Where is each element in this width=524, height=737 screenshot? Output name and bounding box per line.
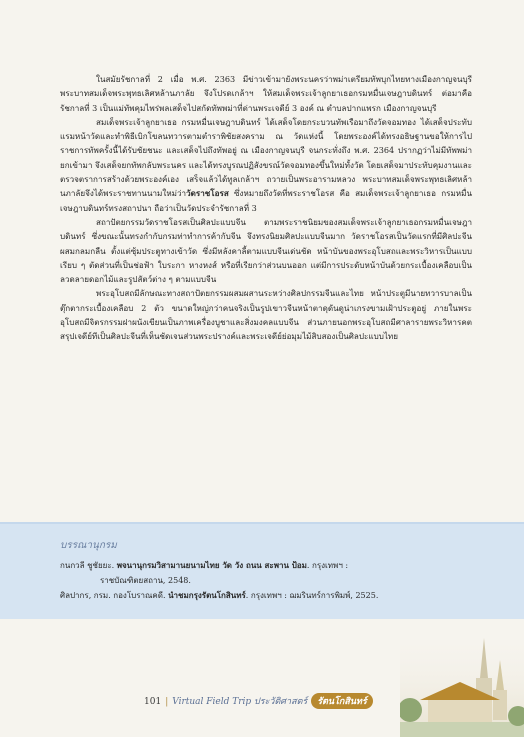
entry-author: กนกวลี ชูชัยยะ. bbox=[60, 561, 117, 570]
page-number: 101 bbox=[144, 697, 162, 707]
paragraph-2 bbox=[60, 115, 472, 215]
entry-title: นำชมกรุงรัตนโกสินทร์ bbox=[168, 590, 246, 600]
bibliography-entry-2 bbox=[60, 588, 472, 604]
series-title: Virtual Field Trip ประวัติศาสตร์ bbox=[172, 697, 308, 707]
paragraph-2-end: ซึ่งหมายถึงวัดที่พระราชโอรส คือ สมเด็จพระเจ้าลูกยาเธอ กรมหมื่นเจษฎาบดินทร์ทรงสถาปนา ถือว่าเป็นวัดประจำรัชกาลที่ 3 bbox=[60, 188, 472, 213]
page-footer bbox=[144, 693, 373, 709]
bibliography-entry-1 bbox=[60, 558, 472, 574]
bibliography-box bbox=[0, 522, 524, 619]
series-badge: รัตนโกสินทร์ bbox=[311, 693, 373, 709]
entry-author: ศิลปากร, กรม. กองโบราณคดี. bbox=[60, 591, 169, 600]
paragraph-4: พระอุโบสถมีลักษณะทางสถาปัตยกรรมผสมผสานระหว่างศิลปกรรมจีนและไทย หน้าประตูมีนายทวารบาลเป็นตุ๊กตากระเบื้องเคลือบ 2 ตัว ขนาดใหญ่กว่าคนจริงเป็นรูปเขาวจีนหน้าตาดุดันดูน่าเกรงขามเฝ้าประตูอยู่ ภายในพระอุโบสถมีจิตรกรรมฝาผนังเขียนเป็นภาพเครื่องบูชาและสิ่งมงคลแบบจีน ส่วนภายนอกพระอุโบสถมีศาลารายพระวิหารคต สรุปเจดีย์ทีเป็นศิลปะจีนที่เห็นชัดเจนส่วนพระปรางค์และพระเจดีย์ย่อมุมไม้สิบสองเป็นศิลปะแบบไทย bbox=[60, 288, 472, 342]
paragraph-3: สถาปัตยกรรมวัดราชโอรสเป็นศิลปะแบบจีน ตามพระราชนิยมของสมเด็จพระเจ้าลูกยาเธอกรมหมื่นเจษฎาบดินทร์ ซึ่งขณะนั้นทรงกำกับกรมท่าทำการค้ากับจีน จึงทรงนิยมศิลปะแบบจีนมาก วัดราชโอรสเป็นวัดแรกที่มีศิลปะจีนผสมกลมกลืน ตั้งแต่ซุ้มประตูทางเข้าวัด ซึ่งมีหลังคาลี้ตามแบบจีนเด่นชัด หน้าบันของพระอุโบสถและพระวิหารเป็นแบบเรียบ ๆ ตัดส่วนที่เป็นช่อฟ้า ใบระกา หางหงส์ หรือที่เรียกว่าส่วนบนออก แต่มีการประดับหน้าบันด้วยกระเบื้องเคลือบเป็นลวดลายดอกไม้และรูปสัตว์ต่าง ๆ ตามแบบจีน bbox=[60, 216, 472, 285]
bibliography-list bbox=[60, 558, 472, 604]
bibliography-entry-1-cont: ราชบัณฑิตยสถาน, 2548. bbox=[100, 575, 191, 585]
bibliography-title: บรรณานุกรม bbox=[60, 540, 117, 551]
paragraph-1: ในสมัยรัชกาลที่ 2 เมื่อ พ.ศ. 2363 มีข่าวเข้ามายังพระนครว่าพม่าเตรียมทัพบุกไทยทางเมืองกาญจนบุรี พระบาทสมเด็จพระพุทธเลิศหล้านภาลัย จึงโปรดเกล้าฯ ให้สมเด็จพระเจ้าลูกยาเธอกรมหมื่นเจษฎาบดินทร์ ต่อมาคือรัชกาลที่ 3 เป็นแม่ทัพคุมไพร่พลเสด็จไปสกัดทัพพม่าที่ด่านพระเจดีย์ 3 องค์ ณ ตำบลปากแพรก เมืองกาญจนบุรี bbox=[60, 74, 472, 113]
entry-publisher: . กรุงเทพฯ : ฌมรินทร์การพิมพ์, 2525. bbox=[245, 591, 379, 600]
entry-publisher: . กรุงเทพฯ : bbox=[306, 561, 349, 570]
footer-separator: | bbox=[165, 697, 169, 707]
article-body bbox=[60, 72, 472, 344]
paragraph-2-text: สมเด็จพระเจ้าลูกยาเธอ กรมหมื่นเจษฎาบดินทร์ ได้เสด็จโดยกระบวนทัพเรือมาถึงวัดจอมทอง ได้เสด็จประทับแรมหน้าวัดและทำพิธีเบิกโขลนทวารตามตำราพิชัยสงคราม ณ วัดแห่งนี้ โดยพระองค์ได้ทรงอธิษฐานขอให้การไปราชการทัพครั้งนี้ได้รับชัยชนะ และเสด็จไปถึงทัพอยู่ ณ เมืองกาญจนบุรี จนกระทั่งถึง พ.ศ. 2364 ปรากฏว่าไม่มีทัพพม่ายกเข้ามา จึงเสด็จยกทัพกลับพระนคร และได้ทรงบูรณปฏิสังขรณ์วัดจอมทองขึ้นใหม่ทั้งวัด โดยเสด็จมาประทับคุมงานและตรวจตราการสร้างด้วยพระองค์เอง เสร็จแล้วได้ทูลเกล้าฯ ถวายเป็นพระอารามหลวง พระบาทสมเด็จพระพุทธเลิศหล้านภาลัยจึงได้พระราชทานนามใหม่ว่า bbox=[60, 116, 472, 199]
temple-illustration bbox=[400, 630, 524, 737]
entry-title: พจนานุกรมวิสามานยนามไทย วัด วัง ถนน สะพาน ป้อม bbox=[116, 560, 307, 570]
temple-name: วัดราชโอรส bbox=[186, 188, 229, 199]
